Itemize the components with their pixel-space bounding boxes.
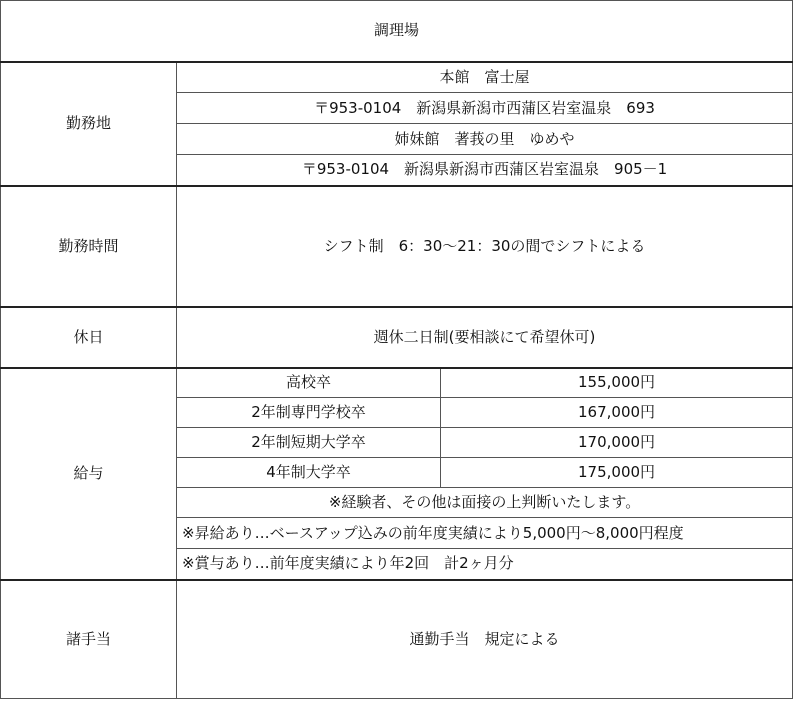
hours-label: 勤務時間	[1, 186, 177, 307]
salary-amount-cell: 167,000円	[441, 398, 793, 428]
salary-education-cell: 高校卒	[177, 368, 441, 398]
workplace-main-address: 〒953-0104 新潟県新潟市西蒲区岩室温泉 693	[177, 93, 793, 124]
workplace-sister-address: 〒953-0104 新潟県新潟市西蒲区岩室温泉 905－1	[177, 155, 793, 186]
salary-note-raise: ※昇給あり…ベースアップ込みの前年度実績により5,000円～8,000円程度	[177, 518, 793, 549]
holidays-label: 休日	[1, 307, 177, 368]
salary-note-experience: ※経験者、その他は面接の上判断いたします。	[177, 488, 793, 518]
section-title: 調理場	[1, 1, 793, 62]
salary-amount-cell: 155,000円	[441, 368, 793, 398]
workplace-main-name: 本館 富士屋	[177, 62, 793, 93]
salary-education-cell: 2年制専門学校卒	[177, 398, 441, 428]
salary-education-cell: 2年制短期大学卒	[177, 428, 441, 458]
salary-education-cell: 4年制大学卒	[177, 458, 441, 488]
salary-amount-cell: 175,000円	[441, 458, 793, 488]
salary-amount-cell: 170,000円	[441, 428, 793, 458]
workplace-sister-name: 姉妹館 著莪の里 ゆめや	[177, 124, 793, 155]
holidays-value: 週休二日制(要相談にて希望休可)	[177, 307, 793, 368]
allowances-value: 通勤手当 規定による	[177, 580, 793, 699]
allowances-label: 諸手当	[1, 580, 177, 699]
salary-label: 給与	[1, 368, 177, 580]
salary-note-bonus: ※賞与あり…前年度実績により年2回 計2ヶ月分	[177, 549, 793, 580]
workplace-label: 勤務地	[1, 62, 177, 186]
hours-value: シフト制 6：30～21：30の間でシフトによる	[177, 186, 793, 307]
